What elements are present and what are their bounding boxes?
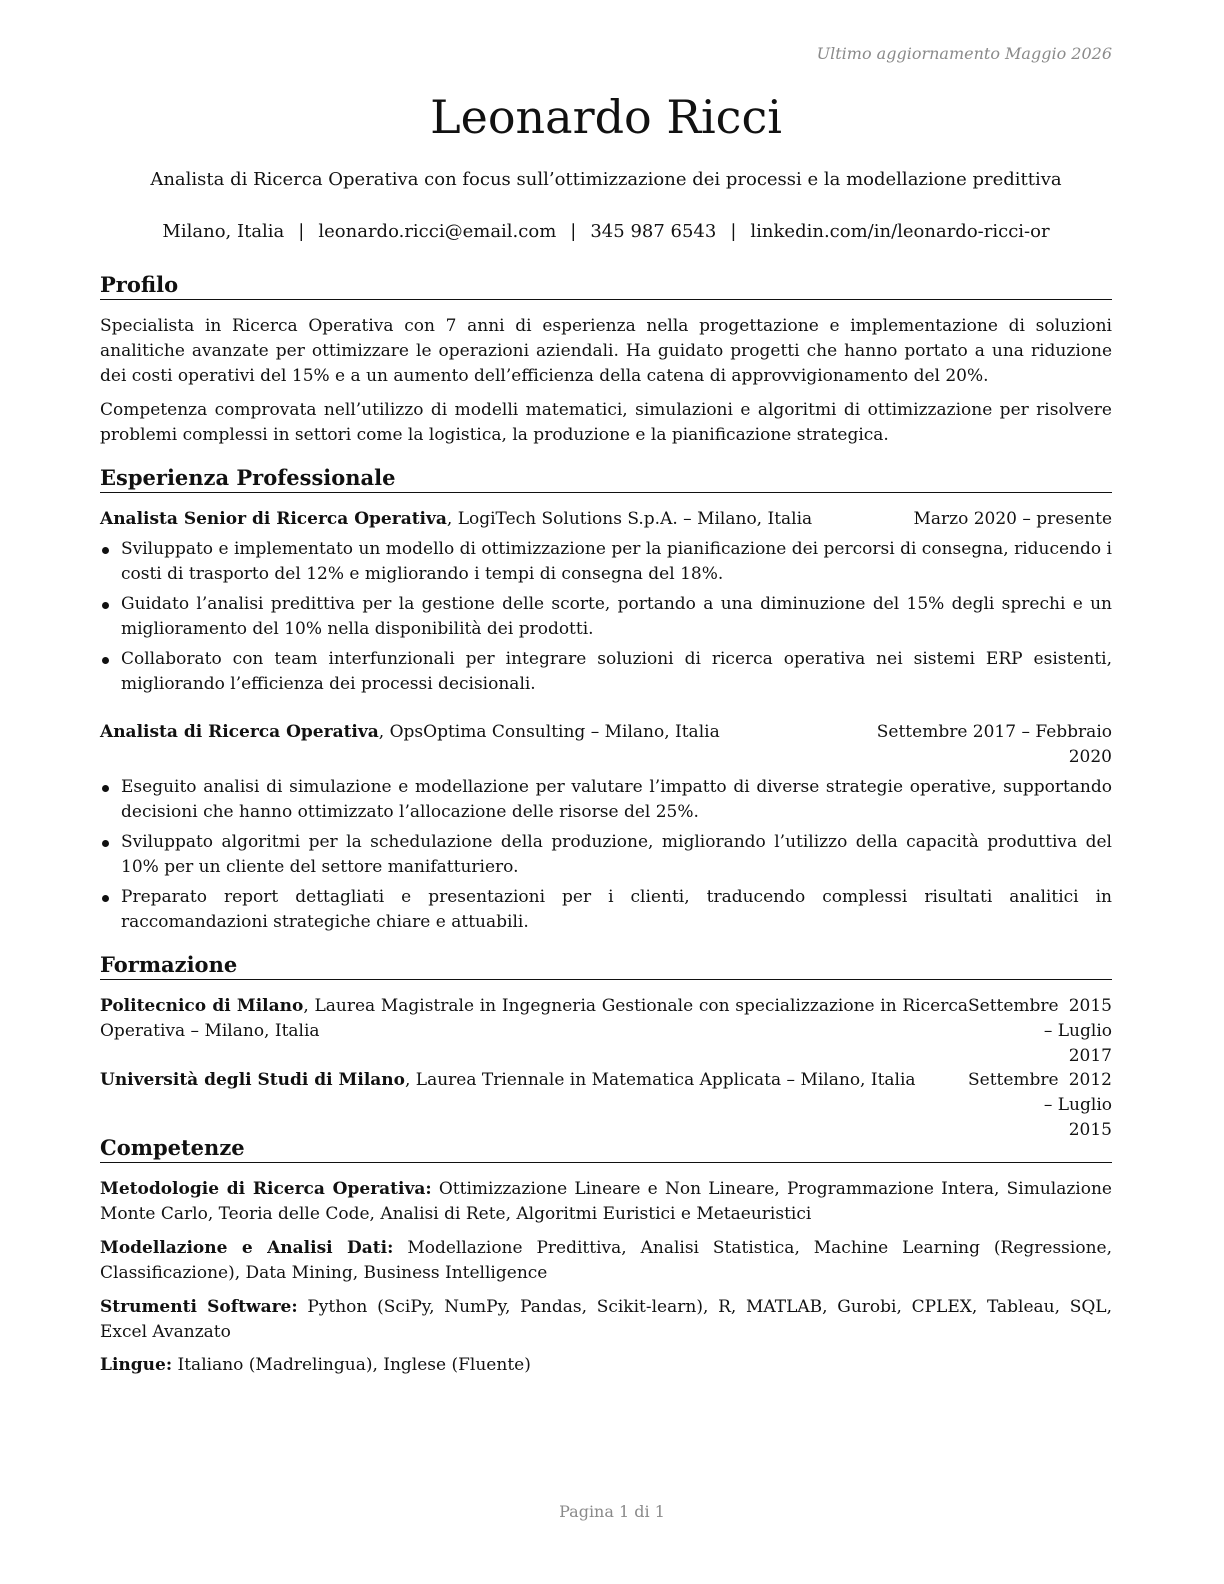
bullet-item [100,885,1112,935]
section-title-education: Formazione [100,952,1112,980]
experience-company: , LogiTech Solutions S.p.A. – Milano, Italia [446,509,813,529]
experience-company: , OpsOptima Consulting – Milano, Italia [378,722,720,742]
contact-line [100,219,1112,245]
education-entry [100,994,1112,1066]
contact-separator: | [298,221,305,242]
experience-date [877,720,1112,770]
experience-entry-header [100,507,1112,532]
skill-label: Lingue: [100,1355,173,1375]
education-entry [100,1068,1112,1140]
education-school: Università degli Studi di Milano [100,1070,405,1090]
contact-separator: | [570,221,577,242]
experience-role: Analista Senior di Ricerca Operativa [100,509,447,529]
education-date [968,1068,1112,1143]
bullet-item [100,775,1112,825]
education-degree: , Laurea Magistrale in Ingegneria Gestionale con specializzazione in Ricerca Operativa – Milano, Italia [100,996,968,1041]
experience-title [100,720,720,745]
education-detail [100,1068,968,1093]
skill-row [100,1295,1112,1345]
date-line: 2015 [1068,1120,1112,1140]
bullet-dot-icon [102,657,109,664]
skill-row [100,1236,1112,1286]
skill-label: Modellazione e Analisi Dati: [100,1238,394,1258]
bullet-dot-icon [102,895,109,902]
bullet-item [100,830,1112,880]
skill-label: Strumenti Software: [100,1297,298,1317]
skill-label: Metodologie di Ricerca Operativa: [100,1179,432,1199]
education-detail [100,994,968,1044]
skill-value: Python (SciPy, NumPy, Pandas, Scikit-learn), R, MATLAB, Gurobi, CPLEX, Tableau, SQL, Excel Avanzato [100,1297,1112,1342]
experience-entry-header [100,720,1112,770]
bullet-dot-icon [102,602,109,609]
headline: Analista di Ricerca Operativa con focus sull’ottimizzazione dei processi e la modellazione predittiva [150,169,1062,190]
experience-bullets [100,537,1112,702]
education-degree: , Laurea Triennale in Matematica Applicata – Milano, Italia [405,1070,916,1090]
skill-row [100,1177,1112,1227]
skill-value: Modellazione Predittiva, Analisi Statistica, Machine Learning (Regressione, Classificazione), Data Mining, Business Intelligence [100,1238,1112,1283]
experience-date: Marzo 2020 – presente [913,509,1112,529]
education-date [968,994,1112,1069]
bullet-text: Sviluppato e implementato un modello di ottimizzazione per la pianificazione dei percorsi di consegna, riducendo i costi di trasporto del 12% e migliorando i tempi di consegna del 18%. [121,539,1112,584]
section-title-profile: Profilo [100,272,1112,300]
page-number: Pagina 1 di 1 [559,1502,665,1521]
candidate-name: Leonardo Ricci [430,90,782,144]
experience-title [100,507,812,532]
section-title-experience: Esperienza Professionale [100,465,1112,493]
bullet-dot-icon [102,547,109,554]
date-line: Settembre 2015 – Luglio [968,996,1112,1041]
profile-paragraph-1: Specialista in Ricerca Operativa con 7 anni di esperienza nella progettazione e implementazione di soluzioni analitiche avanzate per ottimizzare le operazioni aziendali. Ha guidato progetti che hanno portato a una riduzione dei costi operativi del 15% e a un aumento dell’efficienza della catena di approvvigionamento del 20%. [100,316,1112,386]
contact-location: Milano, Italia [162,221,285,242]
experience-bullets [100,775,1112,940]
bullet-text: Guidato l’analisi predittiva per la gestione delle scorte, portando a una diminuzione del 15% degli sprechi e un miglioramento del 10% nella disponibilità dei prodotti. [121,594,1112,639]
bullet-text: Sviluppato algoritmi per la schedulazione della produzione, migliorando l’utilizzo della capacità produttiva del 10% per un cliente del settore manifatturiero. [121,832,1112,877]
contact-separator: | [730,221,737,242]
bullet-text: Eseguito analisi di simulazione e modellazione per valutare l’impatto di diverse strategie operative, supportando decisioni che hanno ottimizzato l’allocazione delle risorse del 25%. [121,777,1112,822]
section-title-skills: Competenze [100,1135,1112,1163]
date-line: 2020 [1068,747,1112,767]
skill-value: Italiano (Madrelingua), Inglese (Fluente) [172,1355,531,1375]
date-line: Settembre 2012 – Luglio [968,1070,1112,1115]
bullet-dot-icon [102,840,109,847]
bullet-dot-icon [102,785,109,792]
bullet-text: Collaborato con team interfunzionali per integrare soluzioni di ricerca operativa nei sistemi ERP esistenti, migliorando l’efficienza dei processi decisionali. [121,649,1112,694]
contact-phone: 345 987 6543 [590,221,717,242]
contact-linkedin[interactable]: linkedin.com/in/leonardo-ricci-or [750,221,1050,242]
skill-row [100,1353,1112,1378]
bullet-item [100,592,1112,642]
contact-email[interactable]: leonardo.ricci@email.com [318,221,557,242]
bullet-text: Preparato report dettagliati e presentazioni per i clienti, traducendo complessi risultati analitici in raccomandazioni strategiche chiare e attuabili. [121,887,1112,932]
bullet-item [100,537,1112,587]
experience-role: Analista di Ricerca Operativa [100,722,379,742]
skill-value: Ottimizzazione Lineare e Non Lineare, Programmazione Intera, Simulazione Monte Carlo, Teoria delle Code, Analisi di Rete, Algoritmi Euristici e Metaeuristici [100,1179,1112,1224]
education-school: Politecnico di Milano [100,996,304,1016]
profile-paragraph-2: Competenza comprovata nell’utilizzo di modelli matematici, simulazioni e algoritmi di ottimizzazione per risolvere problemi complessi in settori come la logistica, la produzione e la pianificazione strategica. [100,400,1112,445]
bullet-item [100,647,1112,697]
last-updated: Ultimo aggiornamento Maggio 2026 [816,44,1112,63]
date-line: Settembre 2017 – Febbraio [876,722,1112,742]
date-line: 2017 [1068,1046,1112,1066]
